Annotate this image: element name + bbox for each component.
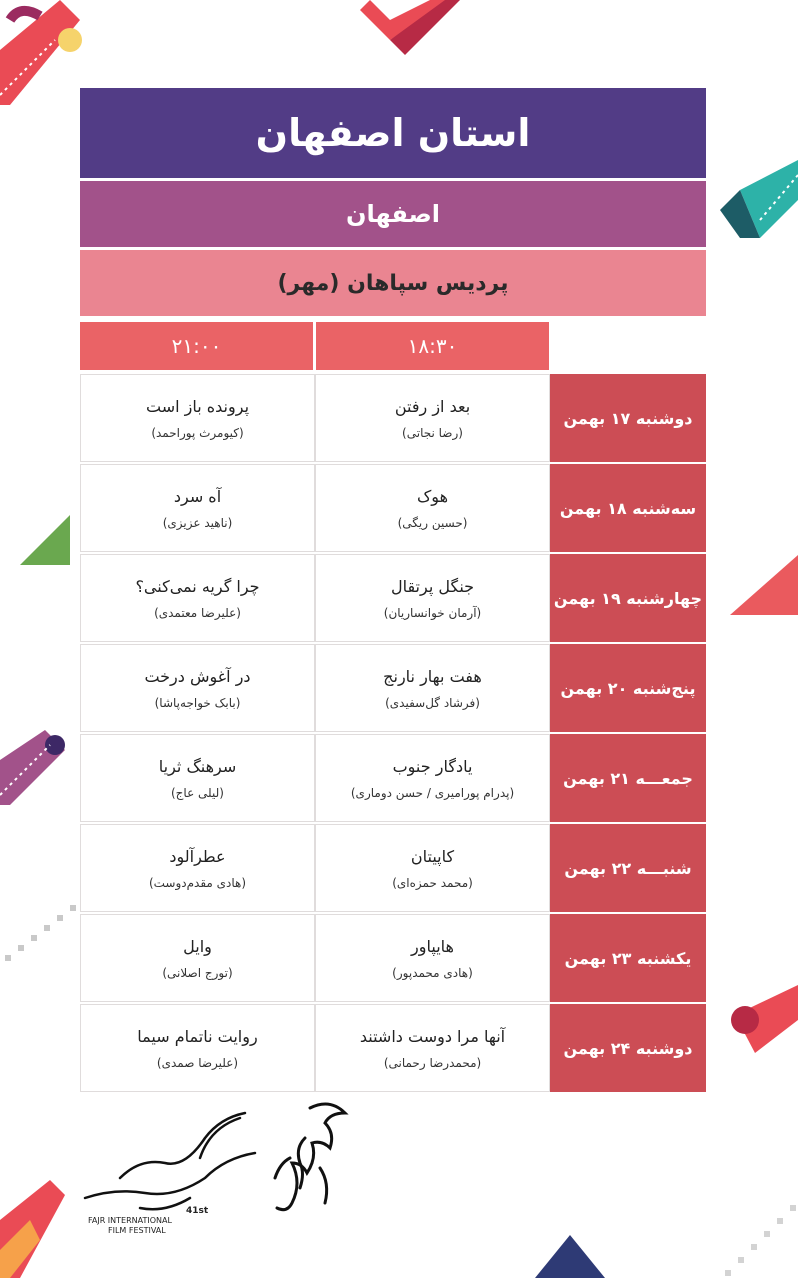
film-director: (علیرضا معتمدی): [154, 605, 241, 620]
film-director: (پدرام پورامیری / حسن دوماری): [350, 785, 515, 800]
schedule-row: [80, 644, 706, 732]
film-title: عطرآلود: [169, 846, 226, 866]
film-director: (آرمان خوانساریان): [383, 605, 482, 620]
film-strip-decoration-right-red: [725, 985, 798, 1055]
province-title: استان اصفهان: [80, 88, 706, 178]
early-screening-cell: [315, 464, 550, 552]
late-screening-cell: [80, 914, 315, 1002]
early-screening-cell: [315, 644, 550, 732]
day-label: دوشنبه ۲۴ بهمن: [550, 1004, 706, 1092]
persian-calligraphy-logo: [85, 1113, 255, 1209]
festival-english-name: [88, 1206, 248, 1236]
film-director: (بابک خواجه‌پاشا): [154, 695, 241, 710]
early-screening-cell: [315, 824, 550, 912]
schedule-row: [80, 1004, 706, 1092]
film-director: (حسین ریگی): [397, 515, 468, 530]
film-director: (فرشاد گل‌سفیدی): [385, 695, 480, 710]
film-title: در آغوش درخت: [144, 666, 251, 686]
day-label: چهارشنبه ۱۹ بهمن: [550, 554, 706, 642]
day-label: پنج‌شنبه ۲۰ بهمن: [550, 644, 706, 732]
film-director: (هادی محمدپور): [392, 965, 473, 980]
film-title: کاپیتان: [410, 846, 455, 866]
triangle-decoration-left-green: [20, 515, 72, 567]
day-label: یکشنبه ۲۳ بهمن: [550, 914, 706, 1002]
day-label: سه‌شنبه ۱۸ بهمن: [550, 464, 706, 552]
film-title: جنگل پرتقال: [390, 576, 475, 596]
late-screening-cell: [80, 734, 315, 822]
film-strip-decoration-top-center: [360, 0, 460, 60]
triangle-decoration-right-red: [730, 555, 798, 615]
film-strip-decoration-right-teal: [720, 160, 798, 250]
film-title: هایپاور: [411, 936, 454, 956]
film-title: آه سرد: [173, 486, 222, 506]
day-label: شنبـــه ۲۲ بهمن: [550, 824, 706, 912]
film-title: وایل: [183, 936, 212, 956]
film-title: یادگار جنوب: [392, 756, 473, 776]
schedule-row: [80, 824, 706, 912]
late-screening-cell: [80, 644, 315, 732]
late-screening-cell: [80, 824, 315, 912]
film-title: هوک: [416, 486, 449, 506]
dots-decoration-left: [0, 875, 80, 965]
film-title: آنها مرا دوست داشتند: [359, 1026, 506, 1046]
cinema-title: پردیس سپاهان (مهر): [80, 250, 706, 316]
film-director: (کیومرث پوراحمد): [151, 425, 244, 440]
film-title: هفت بهار نارنج: [383, 666, 482, 686]
early-screening-cell: [315, 554, 550, 642]
late-screening-cell: [80, 554, 315, 642]
film-director: (هادی مقدم‌دوست): [148, 875, 247, 890]
schedule-row: [80, 554, 706, 642]
time-header-late: ۲۱:۰۰: [80, 322, 313, 370]
schedule-row: [80, 464, 706, 552]
film-title: پرونده باز است: [145, 396, 250, 416]
film-title: روایت ناتمام سیما: [137, 1026, 258, 1046]
film-director: (محمدرضا رحمانی): [383, 1055, 482, 1070]
festival-name-line2: FILM FESTIVAL: [108, 1226, 166, 1235]
film-director: (تورج اصلانی): [162, 965, 233, 980]
film-director: (لیلی عاج): [171, 785, 224, 800]
film-strip-decoration-bottom-left: [0, 1180, 70, 1278]
time-header-early: ۱۸:۳۰: [316, 322, 549, 370]
schedule-row: [80, 734, 706, 822]
early-screening-cell: [315, 914, 550, 1002]
film-title: چرا گریه نمی‌کنی؟: [135, 576, 260, 596]
film-director: (ناهید عزیزی): [162, 515, 233, 530]
film-title: سرهنگ ثریا: [158, 756, 237, 776]
schedule-row: [80, 914, 706, 1002]
early-screening-cell: [315, 1004, 550, 1092]
late-screening-cell: [80, 374, 315, 462]
day-label: جمعـــه ۲۱ بهمن: [550, 734, 706, 822]
film-strip-decoration-left-purple: [0, 720, 70, 810]
dots-decoration-bottom-right: [720, 1195, 798, 1278]
late-screening-cell: [80, 464, 315, 552]
film-director: (علیرضا صمدی): [156, 1055, 239, 1070]
film-director: (رضا نجاتی): [402, 425, 463, 440]
early-screening-cell: [315, 734, 550, 822]
simorgh-bird-icon: [275, 1104, 345, 1210]
festival-edition: 41st: [186, 1206, 209, 1216]
day-label: دوشنبه ۱۷ بهمن: [550, 374, 706, 462]
city-title: اصفهان: [80, 181, 706, 247]
schedule-row: [80, 374, 706, 462]
festival-name-line1: FAJR INTERNATIONAL: [88, 1216, 172, 1225]
early-screening-cell: [315, 374, 550, 462]
late-screening-cell: [80, 1004, 315, 1092]
triangle-decoration-bottom-navy: [535, 1235, 605, 1278]
film-director: (محمد حمزه‌ای): [392, 875, 473, 890]
film-title: بعد از رفتن: [394, 396, 471, 416]
